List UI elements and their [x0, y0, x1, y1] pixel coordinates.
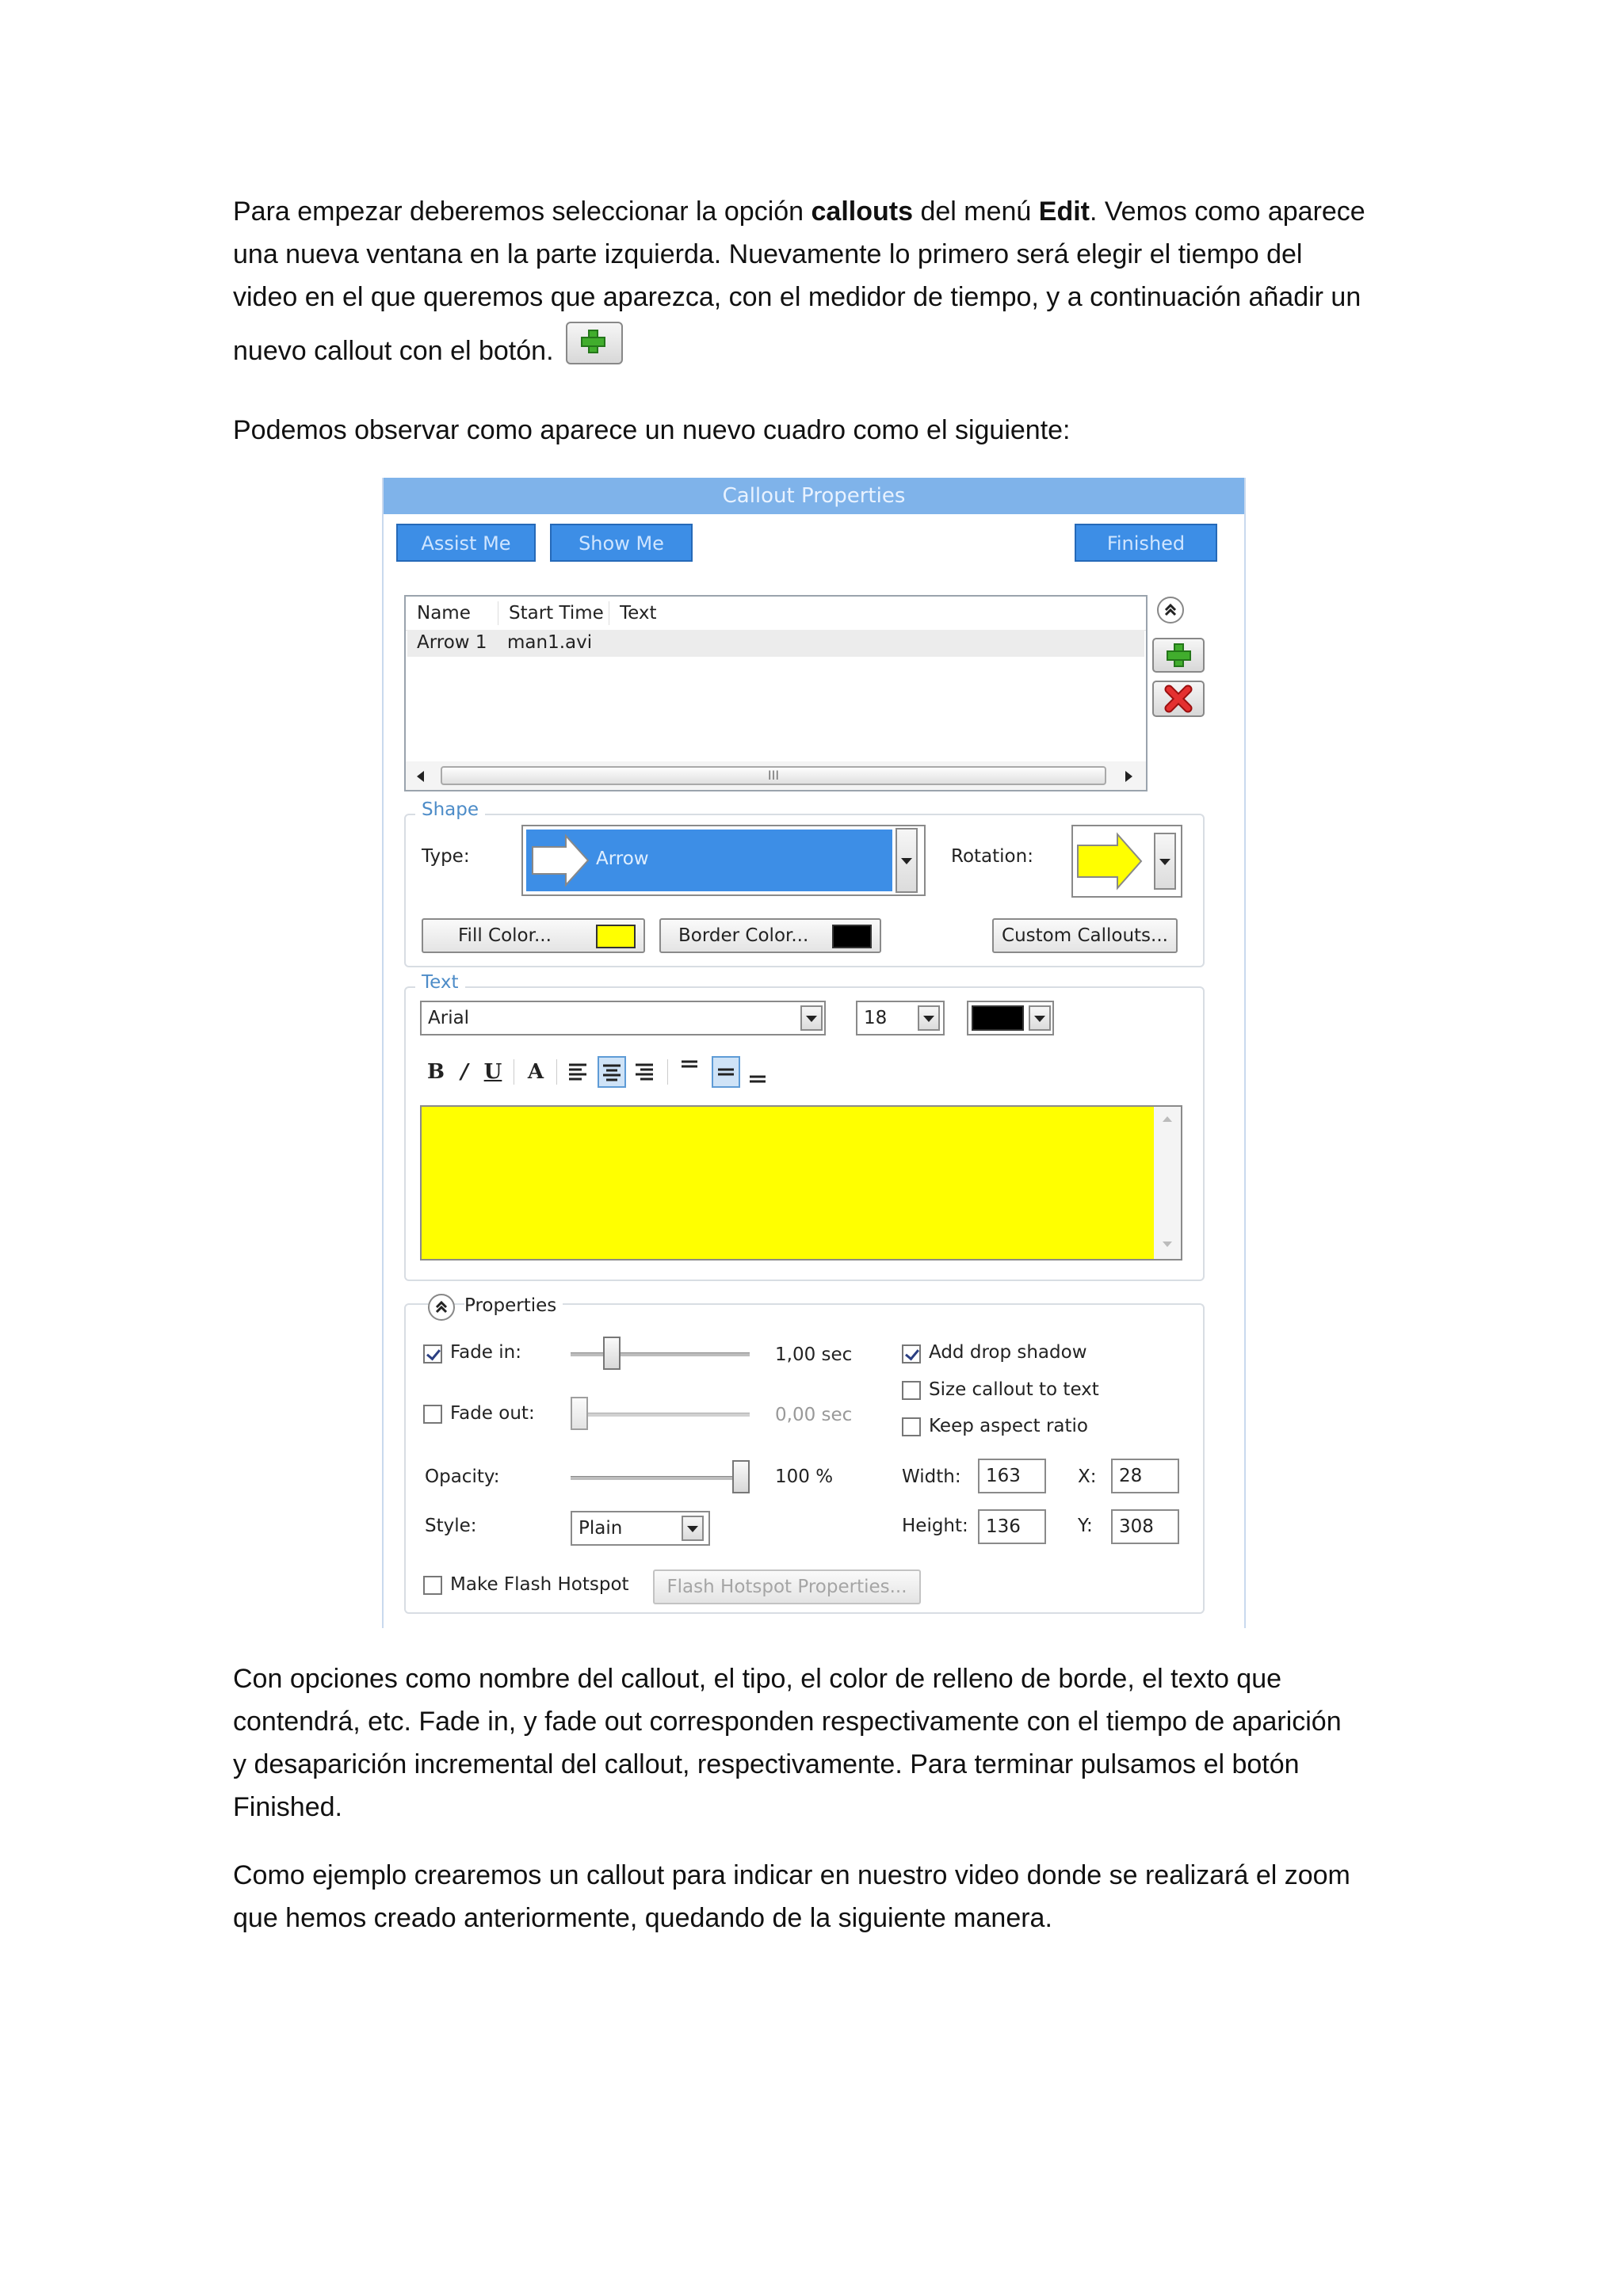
intro-text: Para empezar deberemos seleccionar la opción: [233, 196, 812, 227]
drop-shadow-checkbox[interactable]: [902, 1344, 921, 1363]
fill-color-swatch: [596, 925, 636, 948]
chevron-down-icon[interactable]: [918, 1005, 940, 1031]
fade-out-value: 0,00 sec: [775, 1405, 853, 1425]
slider-thumb[interactable]: [603, 1337, 621, 1370]
width-input[interactable]: 163: [978, 1459, 1046, 1493]
type-value: Arrow: [596, 849, 649, 869]
type-dropdown[interactable]: [521, 825, 926, 896]
align-left-icon[interactable]: [564, 1056, 593, 1088]
outro-p2-line-2: que hemos creado anteriormente, quedando de la siguiente manera.: [233, 1903, 1052, 1933]
plus-icon: [567, 323, 618, 360]
text-color-dropdown[interactable]: [967, 1001, 1054, 1035]
list-header: [406, 597, 1146, 631]
horizontal-scrollbar[interactable]: [406, 761, 1146, 790]
flash-hotspot-checkbox[interactable]: [423, 1576, 442, 1595]
outro-paragraph: [233, 1657, 1406, 1829]
scroll-left-icon[interactable]: [417, 771, 424, 782]
border-color-button[interactable]: [659, 918, 881, 953]
column-header-name[interactable]: Name: [417, 603, 471, 624]
arrow-shape-icon: [529, 833, 593, 888]
format-toolbar: [422, 1053, 1182, 1091]
callout-list[interactable]: [404, 595, 1148, 791]
font-select[interactable]: [420, 1001, 826, 1035]
underline-icon[interactable]: U: [483, 1060, 502, 1084]
properties-group-title: Properties: [464, 1295, 563, 1316]
finished-button[interactable]: Finished: [1075, 524, 1217, 562]
outro-paragraph-2: [233, 1854, 1406, 1939]
toolbar-divider: [556, 1059, 557, 1085]
scroll-grip: III: [767, 768, 780, 783]
callouts-term: callouts: [811, 196, 913, 227]
valign-top-icon[interactable]: [675, 1056, 704, 1088]
italic-icon[interactable]: /: [460, 1060, 468, 1084]
size-to-text-checkbox[interactable]: [902, 1381, 921, 1400]
collapse-properties-icon[interactable]: [428, 1294, 455, 1321]
intro-paragraph: [233, 190, 1406, 372]
edit-term: Edit: [1038, 196, 1090, 227]
x-input[interactable]: 28: [1111, 1459, 1179, 1493]
chevron-down-icon[interactable]: [1029, 1005, 1051, 1031]
font-size-select[interactable]: [856, 1001, 945, 1035]
fade-out-checkbox[interactable]: [423, 1405, 442, 1424]
custom-callouts-button[interactable]: Custom Callouts...: [992, 918, 1178, 953]
fade-out-label: Fade out:: [450, 1403, 535, 1424]
callout-properties-dialog: [382, 478, 1246, 1628]
slider-thumb[interactable]: [732, 1460, 750, 1493]
keep-aspect-label: Keep aspect ratio: [929, 1416, 1088, 1436]
yellow-arrow-icon: [1076, 830, 1144, 893]
row-start-time: man1.avi: [507, 632, 593, 653]
fade-out-slider[interactable]: [571, 1397, 750, 1432]
outro-line-3: y desaparición incremental del callout, respectivamente. Para terminar pulsamos el botón: [233, 1749, 1300, 1779]
slider-thumb[interactable]: [571, 1397, 588, 1430]
align-right-icon[interactable]: [631, 1056, 659, 1088]
scroll-up-icon[interactable]: [1163, 1116, 1172, 1122]
border-color-label: Border Color...: [678, 925, 809, 946]
delete-callout-button[interactable]: [1152, 681, 1205, 717]
scroll-right-icon[interactable]: [1125, 771, 1132, 782]
add-callout-button[interactable]: [1152, 638, 1205, 673]
outro-line-2: contendrá, etc. Fade in, y fade out corresponden respectivamente con el tiempo de aparición: [233, 1707, 1342, 1737]
flash-hotspot-properties-button[interactable]: Flash Hotspot Properties...: [653, 1569, 921, 1604]
chevron-down-icon[interactable]: [896, 828, 918, 893]
keep-aspect-checkbox[interactable]: [902, 1417, 921, 1436]
scroll-thumb[interactable]: [441, 766, 1106, 785]
intro-line-3: video en el que queremos que aparezca, con el medidor de tiempo, y a continuación añadir un: [233, 282, 1361, 312]
intro-line-4: [233, 330, 1406, 372]
chevron-down-icon[interactable]: [800, 1005, 823, 1031]
toolbar-divider: [667, 1059, 668, 1085]
outro-p2-line-1: Como ejemplo crearemos un callout para indicar en nuestro video donde se realizará el zoom: [233, 1860, 1350, 1890]
fade-in-checkbox[interactable]: [423, 1344, 442, 1363]
outro-line-1: Con opciones como nombre del callout, el tipo, el color de relleno de borde, el texto que: [233, 1664, 1282, 1694]
dialog-title: Callout Properties: [384, 478, 1244, 514]
text-group-title: Text: [415, 972, 465, 993]
font-value: Arial: [428, 1008, 470, 1028]
callout-text-area[interactable]: [420, 1105, 1182, 1261]
fade-in-value: 1,00 sec: [775, 1344, 853, 1365]
style-value: Plain: [579, 1518, 623, 1539]
opacity-value: 100 %: [775, 1466, 834, 1487]
intro-text: . Vemos como aparece: [1089, 196, 1365, 227]
add-callout-inline-icon: [566, 322, 623, 364]
height-label: Height:: [902, 1516, 968, 1536]
intro-line-1: [233, 190, 1406, 233]
fill-color-button[interactable]: [422, 918, 645, 953]
border-color-swatch: [832, 925, 872, 948]
fill-color-label: Fill Color...: [458, 925, 552, 946]
align-center-icon[interactable]: [598, 1056, 626, 1088]
intro-paragraph-2: Podemos observar como aparece un nuevo cuadro como el siguiente:: [233, 415, 1071, 445]
row-name: Arrow 1: [417, 632, 487, 653]
x-label: X:: [1078, 1466, 1097, 1487]
style-select[interactable]: [571, 1511, 710, 1546]
font-effect-icon[interactable]: A: [527, 1060, 544, 1084]
intro-text: del menú: [913, 196, 1039, 227]
outro-line-4: Finished.: [233, 1792, 342, 1822]
assist-me-button[interactable]: Assist Me: [396, 524, 536, 562]
scroll-down-icon[interactable]: [1163, 1241, 1172, 1247]
drop-shadow-label: Add drop shadow: [929, 1342, 1087, 1363]
intro-text: nuevo callout con el botón.: [233, 336, 554, 366]
type-label: Type:: [422, 846, 470, 867]
y-input[interactable]: 308: [1111, 1509, 1179, 1544]
column-header-start-time[interactable]: Start Time: [509, 603, 604, 624]
column-header-text[interactable]: Text: [620, 603, 657, 624]
vertical-scrollbar[interactable]: [1154, 1107, 1181, 1259]
fade-in-slider[interactable]: [571, 1337, 750, 1371]
style-label: Style:: [425, 1516, 477, 1536]
collapse-list-icon[interactable]: [1157, 597, 1184, 624]
delete-x-icon: [1154, 682, 1203, 715]
shape-group-title: Shape: [415, 799, 485, 820]
rotation-label: Rotation:: [951, 846, 1033, 867]
table-row[interactable]: [407, 630, 1144, 657]
intro-line-2: una nueva ventana en la parte izquierda. Nuevamente lo primero será elegir el tiempo del: [233, 239, 1303, 269]
height-input[interactable]: 136: [978, 1509, 1046, 1544]
chevron-down-icon[interactable]: [1154, 833, 1176, 890]
fade-in-label: Fade in:: [450, 1342, 521, 1363]
width-label: Width:: [902, 1466, 961, 1487]
font-size-value: 18: [864, 1008, 888, 1028]
opacity-label: Opacity:: [425, 1466, 500, 1487]
opacity-slider[interactable]: [571, 1460, 750, 1495]
bold-icon[interactable]: B: [427, 1060, 445, 1084]
flash-hotspot-label: Make Flash Hotspot: [450, 1574, 629, 1595]
plus-icon: [1154, 639, 1203, 671]
valign-middle-icon[interactable]: [712, 1056, 740, 1088]
type-selected-item: [526, 830, 892, 891]
chevron-down-icon[interactable]: [682, 1516, 704, 1541]
rotation-dropdown[interactable]: [1071, 825, 1182, 898]
size-to-text-label: Size callout to text: [929, 1379, 1099, 1400]
show-me-button[interactable]: Show Me: [550, 524, 693, 562]
valign-bottom-icon[interactable]: [743, 1056, 772, 1088]
text-color-swatch: [972, 1005, 1024, 1031]
y-label: Y:: [1078, 1516, 1093, 1536]
